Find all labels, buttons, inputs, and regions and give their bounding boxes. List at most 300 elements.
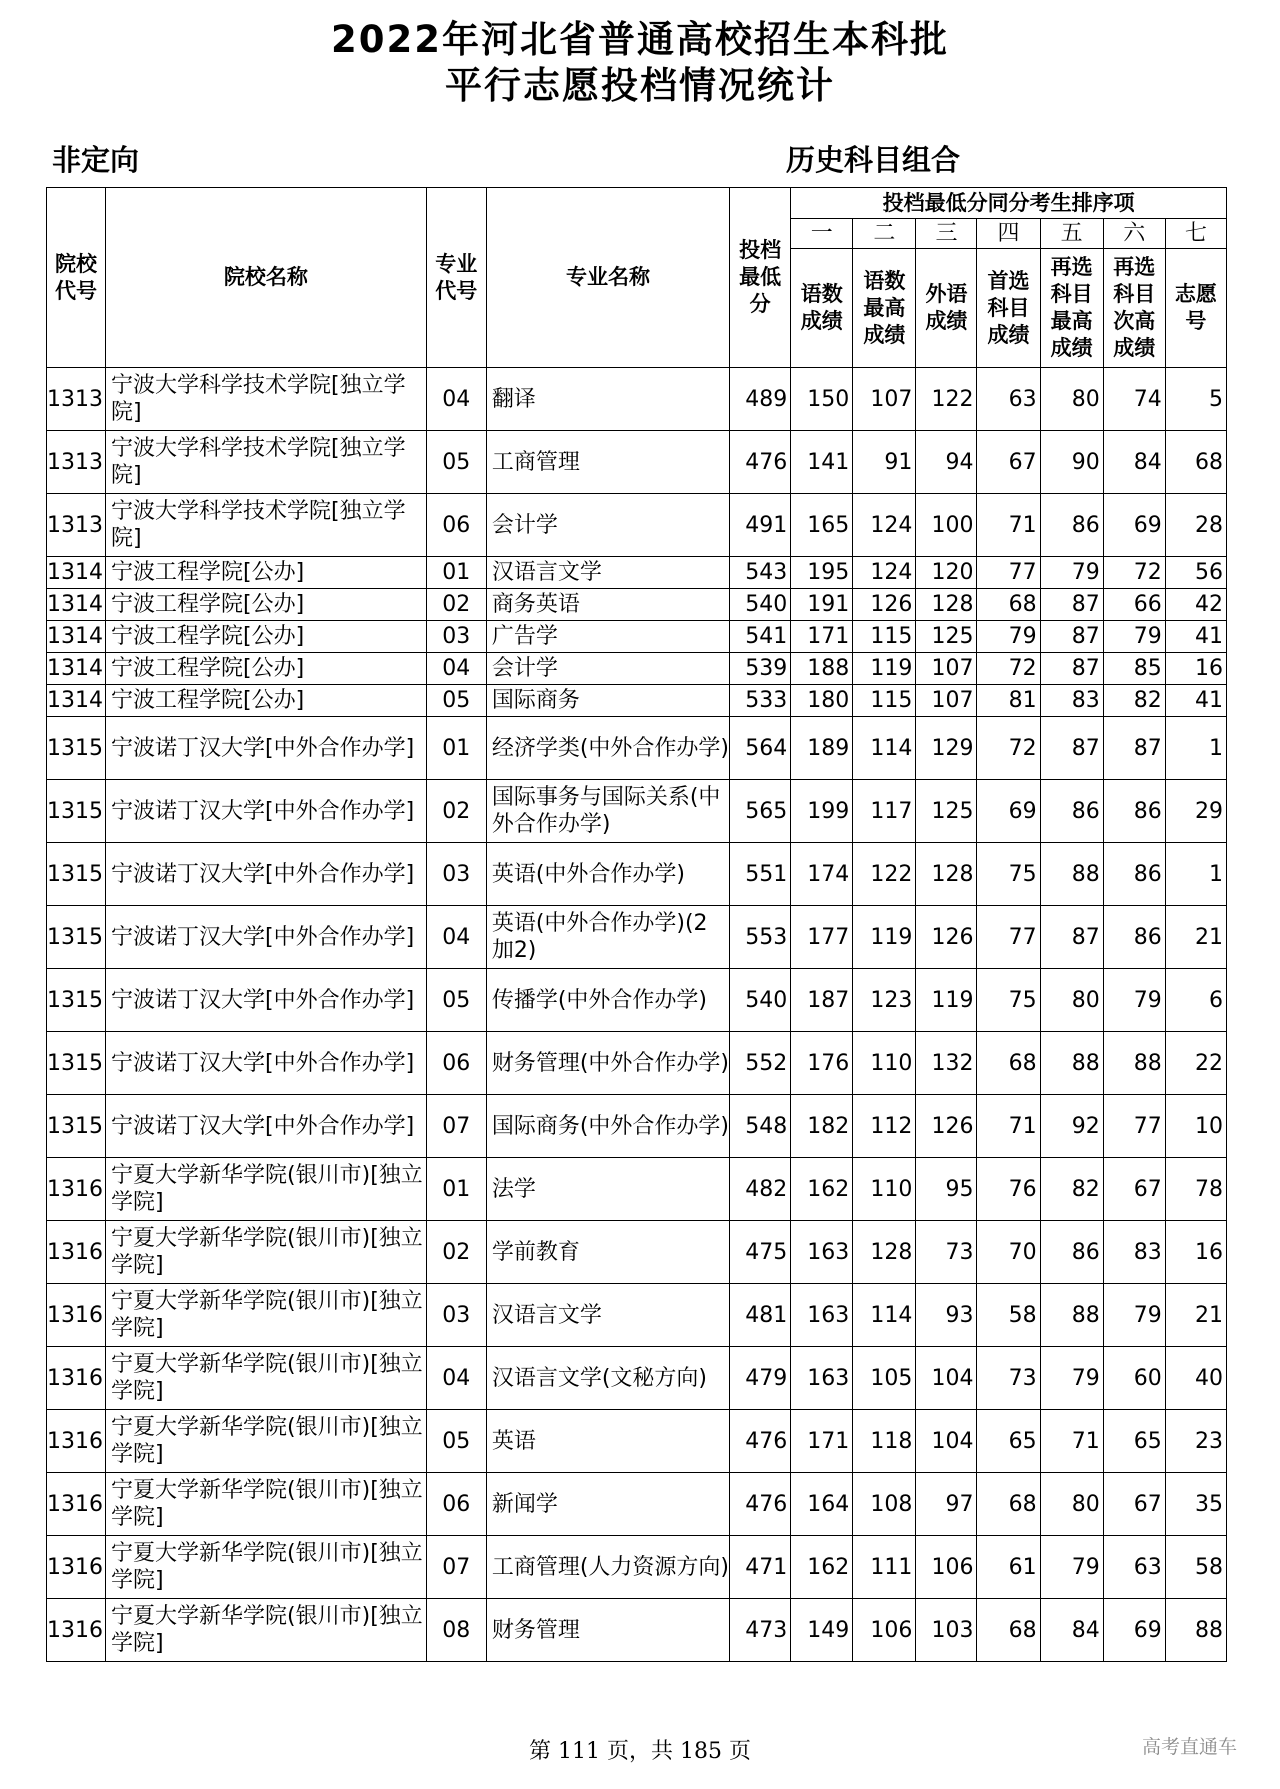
- elective-second-score: 86: [1103, 843, 1165, 906]
- table-row: [47, 1536, 1227, 1599]
- preference-number: 21: [1165, 906, 1226, 969]
- chinese-math-score: 150: [791, 368, 853, 431]
- chinese-math-max: 111: [853, 1536, 916, 1599]
- elective-second-score: 77: [1103, 1095, 1165, 1158]
- foreign-language-score: 104: [916, 1347, 977, 1410]
- school-name: 宁波工程学院[公办]: [106, 557, 427, 589]
- school-code: 1315: [47, 843, 106, 906]
- chinese-math-max: 105: [853, 1347, 916, 1410]
- major-code: 04: [426, 653, 486, 685]
- min-score: 539: [730, 653, 791, 685]
- chinese-math-score: 163: [791, 1347, 853, 1410]
- foreign-language-score: 73: [916, 1221, 977, 1284]
- preference-number: 6: [1165, 969, 1226, 1032]
- table-row: [47, 1599, 1227, 1662]
- elective-highest-score: 88: [1040, 1284, 1103, 1347]
- chinese-math-score: 149: [791, 1599, 853, 1662]
- major-code: 02: [426, 1221, 486, 1284]
- elective-second-score: 69: [1103, 494, 1165, 557]
- chinese-math-max: 115: [853, 621, 916, 653]
- major-name: 财务管理(中外合作办学): [486, 1032, 729, 1095]
- chinese-math-max: 110: [853, 1032, 916, 1095]
- primary-subject-score: 77: [977, 557, 1040, 589]
- chinese-math-score: 171: [791, 621, 853, 653]
- major-name: 财务管理: [486, 1599, 729, 1662]
- elective-highest-score: 80: [1040, 368, 1103, 431]
- watermark: 高考直通车: [1142, 1736, 1238, 1758]
- min-score: 473: [730, 1599, 791, 1662]
- elective-highest-score: 87: [1040, 589, 1103, 621]
- chinese-math-max: 126: [853, 589, 916, 621]
- table-row: [47, 1221, 1227, 1284]
- school-name: 宁波诺丁汉大学[中外合作办学]: [106, 906, 427, 969]
- school-name: 宁夏大学新华学院(银川市)[独立学院]: [106, 1599, 427, 1662]
- elective-highest-score: 86: [1040, 780, 1103, 843]
- foreign-language-score: 107: [916, 685, 977, 717]
- header-elective-second: 再选科目次高成绩: [1103, 249, 1165, 368]
- school-name: 宁波大学科学技术学院[独立学院]: [106, 494, 427, 557]
- foreign-language-score: 126: [916, 906, 977, 969]
- major-code: 02: [426, 780, 486, 843]
- table-row: [47, 653, 1227, 685]
- min-score: 481: [730, 1284, 791, 1347]
- primary-subject-score: 81: [977, 685, 1040, 717]
- table-row: [47, 1158, 1227, 1221]
- primary-subject-score: 71: [977, 1095, 1040, 1158]
- major-name: 商务英语: [486, 589, 729, 621]
- major-name: 会计学: [486, 653, 729, 685]
- page-number: 第 111 页，共 185 页: [529, 1739, 751, 1764]
- major-code: 01: [426, 557, 486, 589]
- foreign-language-score: 132: [916, 1032, 977, 1095]
- preference-number: 68: [1165, 431, 1226, 494]
- major-code: 03: [426, 843, 486, 906]
- school-code: 1314: [47, 685, 106, 717]
- major-code: 04: [426, 368, 486, 431]
- foreign-language-score: 94: [916, 431, 977, 494]
- min-score: 489: [730, 368, 791, 431]
- primary-subject-score: 68: [977, 1032, 1040, 1095]
- major-name: 国际事务与国际关系(中外合作办学): [486, 780, 729, 843]
- primary-subject-score: 68: [977, 1599, 1040, 1662]
- major-name: 广告学: [486, 621, 729, 653]
- document-title-line1: 2022年河北省普通高校招生本科批: [331, 18, 949, 61]
- preference-number: 42: [1165, 589, 1226, 621]
- chinese-math-score: 164: [791, 1473, 853, 1536]
- major-code: 01: [426, 1158, 486, 1221]
- major-code: 01: [426, 717, 486, 780]
- major-name: 汉语言文学: [486, 1284, 729, 1347]
- school-name: 宁夏大学新华学院(银川市)[独立学院]: [106, 1284, 427, 1347]
- admission-table: [46, 187, 1227, 1662]
- chinese-math-score: 189: [791, 717, 853, 780]
- foreign-language-score: 119: [916, 969, 977, 1032]
- chinese-math-score: 195: [791, 557, 853, 589]
- major-name: 经济学类(中外合作办学): [486, 717, 729, 780]
- min-score: 548: [730, 1095, 791, 1158]
- min-score: 471: [730, 1536, 791, 1599]
- preference-number: 41: [1165, 621, 1226, 653]
- min-score: 540: [730, 589, 791, 621]
- major-name: 汉语言文学: [486, 557, 729, 589]
- chinese-math-max: 119: [853, 906, 916, 969]
- school-name: 宁波诺丁汉大学[中外合作办学]: [106, 969, 427, 1032]
- school-code: 1316: [47, 1410, 106, 1473]
- elective-second-score: 84: [1103, 431, 1165, 494]
- major-code: 06: [426, 1032, 486, 1095]
- chinese-math-max: 112: [853, 1095, 916, 1158]
- major-code: 05: [426, 431, 486, 494]
- document-title-line2: 平行志愿投档情况统计: [445, 64, 835, 107]
- elective-second-score: 82: [1103, 685, 1165, 717]
- school-code: 1315: [47, 780, 106, 843]
- elective-second-score: 88: [1103, 1032, 1165, 1095]
- primary-subject-score: 73: [977, 1347, 1040, 1410]
- header-school-name: 院校名称: [106, 188, 427, 368]
- primary-subject-score: 77: [977, 906, 1040, 969]
- school-name: 宁波工程学院[公办]: [106, 653, 427, 685]
- school-name: 宁波大学科学技术学院[独立学院]: [106, 431, 427, 494]
- school-code: 1315: [47, 717, 106, 780]
- primary-subject-score: 69: [977, 780, 1040, 843]
- school-code: 1315: [47, 1095, 106, 1158]
- chinese-math-score: 180: [791, 685, 853, 717]
- foreign-language-score: 120: [916, 557, 977, 589]
- elective-highest-score: 79: [1040, 557, 1103, 589]
- elective-second-score: 79: [1103, 969, 1165, 1032]
- foreign-language-score: 125: [916, 780, 977, 843]
- elective-second-score: 83: [1103, 1221, 1165, 1284]
- major-name: 汉语言文学(文秘方向): [486, 1347, 729, 1410]
- chinese-math-max: 123: [853, 969, 916, 1032]
- school-code: 1316: [47, 1221, 106, 1284]
- elective-second-score: 60: [1103, 1347, 1165, 1410]
- header-preference-number: 志愿号: [1165, 249, 1226, 368]
- chinese-math-max: 124: [853, 557, 916, 589]
- major-name: 工商管理(人力资源方向): [486, 1536, 729, 1599]
- major-name: 学前教育: [486, 1221, 729, 1284]
- primary-subject-score: 65: [977, 1410, 1040, 1473]
- min-score: 475: [730, 1221, 791, 1284]
- elective-second-score: 63: [1103, 1536, 1165, 1599]
- header-order-4: 四: [977, 219, 1040, 249]
- chinese-math-score: 162: [791, 1158, 853, 1221]
- chinese-math-max: 128: [853, 1221, 916, 1284]
- school-code: 1316: [47, 1347, 106, 1410]
- major-name: 英语: [486, 1410, 729, 1473]
- table-header: [47, 188, 1227, 368]
- min-score: 543: [730, 557, 791, 589]
- elective-highest-score: 87: [1040, 653, 1103, 685]
- table-row: [47, 1347, 1227, 1410]
- school-code: 1313: [47, 368, 106, 431]
- table-row: [47, 906, 1227, 969]
- school-name: 宁波诺丁汉大学[中外合作办学]: [106, 717, 427, 780]
- foreign-language-score: 95: [916, 1158, 977, 1221]
- primary-subject-score: 61: [977, 1536, 1040, 1599]
- major-name: 法学: [486, 1158, 729, 1221]
- elective-highest-score: 80: [1040, 969, 1103, 1032]
- min-score: 476: [730, 1410, 791, 1473]
- chinese-math-score: 162: [791, 1536, 853, 1599]
- preference-number: 23: [1165, 1410, 1226, 1473]
- major-name: 新闻学: [486, 1473, 729, 1536]
- min-score: 541: [730, 621, 791, 653]
- chinese-math-max: 115: [853, 685, 916, 717]
- min-score: 552: [730, 1032, 791, 1095]
- table-row: [47, 843, 1227, 906]
- header-order-3: 三: [916, 219, 977, 249]
- school-name: 宁夏大学新华学院(银川市)[独立学院]: [106, 1158, 427, 1221]
- school-code: 1316: [47, 1284, 106, 1347]
- chinese-math-score: 176: [791, 1032, 853, 1095]
- preference-number: 1: [1165, 717, 1226, 780]
- chinese-math-max: 122: [853, 843, 916, 906]
- chinese-math-score: 165: [791, 494, 853, 557]
- preference-number: 16: [1165, 653, 1226, 685]
- primary-subject-score: 70: [977, 1221, 1040, 1284]
- school-name: 宁夏大学新华学院(银川市)[独立学院]: [106, 1536, 427, 1599]
- elective-second-score: 86: [1103, 906, 1165, 969]
- foreign-language-score: 126: [916, 1095, 977, 1158]
- major-name: 国际商务: [486, 685, 729, 717]
- foreign-language-score: 122: [916, 368, 977, 431]
- school-name: 宁波诺丁汉大学[中外合作办学]: [106, 1032, 427, 1095]
- preference-number: 56: [1165, 557, 1226, 589]
- elective-second-score: 79: [1103, 1284, 1165, 1347]
- chinese-math-max: 91: [853, 431, 916, 494]
- table-row: [47, 1410, 1227, 1473]
- school-code: 1316: [47, 1158, 106, 1221]
- school-code: 1316: [47, 1473, 106, 1536]
- elective-highest-score: 82: [1040, 1158, 1103, 1221]
- preference-number: 40: [1165, 1347, 1226, 1410]
- header-chinese-math-max: 语数最高成绩: [853, 249, 916, 368]
- table-row: [47, 1473, 1227, 1536]
- elective-second-score: 67: [1103, 1158, 1165, 1221]
- plan-type-label: 非定向: [52, 143, 140, 177]
- elective-highest-score: 88: [1040, 843, 1103, 906]
- major-code: 05: [426, 969, 486, 1032]
- chinese-math-max: 106: [853, 1599, 916, 1662]
- header-order-2: 二: [853, 219, 916, 249]
- primary-subject-score: 68: [977, 589, 1040, 621]
- chinese-math-max: 114: [853, 1284, 916, 1347]
- min-score: 479: [730, 1347, 791, 1410]
- header-tie-group: 投档最低分同分考生排序项: [791, 188, 1227, 219]
- elective-highest-score: 84: [1040, 1599, 1103, 1662]
- preference-number: 22: [1165, 1032, 1226, 1095]
- preference-number: 41: [1165, 685, 1226, 717]
- school-code: 1314: [47, 621, 106, 653]
- min-score: 476: [730, 1473, 791, 1536]
- foreign-language-score: 104: [916, 1410, 977, 1473]
- major-code: 05: [426, 685, 486, 717]
- school-code: 1315: [47, 969, 106, 1032]
- major-name: 传播学(中外合作办学): [486, 969, 729, 1032]
- table-row: [47, 368, 1227, 431]
- foreign-language-score: 129: [916, 717, 977, 780]
- foreign-language-score: 106: [916, 1536, 977, 1599]
- foreign-language-score: 128: [916, 843, 977, 906]
- table-row: [47, 621, 1227, 653]
- school-name: 宁波诺丁汉大学[中外合作办学]: [106, 843, 427, 906]
- preference-number: 21: [1165, 1284, 1226, 1347]
- major-code: 08: [426, 1599, 486, 1662]
- table-body: [47, 368, 1227, 1662]
- chinese-math-score: 191: [791, 589, 853, 621]
- elective-highest-score: 87: [1040, 621, 1103, 653]
- elective-highest-score: 86: [1040, 494, 1103, 557]
- elective-second-score: 67: [1103, 1473, 1165, 1536]
- elective-second-score: 69: [1103, 1599, 1165, 1662]
- school-name: 宁波工程学院[公办]: [106, 589, 427, 621]
- table-row: [47, 969, 1227, 1032]
- primary-subject-score: 76: [977, 1158, 1040, 1221]
- primary-subject-score: 68: [977, 1473, 1040, 1536]
- chinese-math-max: 118: [853, 1410, 916, 1473]
- major-name: 工商管理: [486, 431, 729, 494]
- table-row: [47, 1284, 1227, 1347]
- header-primary-subject: 首选科目成绩: [977, 249, 1040, 368]
- chinese-math-score: 187: [791, 969, 853, 1032]
- major-code: 04: [426, 1347, 486, 1410]
- school-code: 1316: [47, 1536, 106, 1599]
- major-code: 04: [426, 906, 486, 969]
- school-code: 1314: [47, 589, 106, 621]
- elective-second-score: 79: [1103, 621, 1165, 653]
- major-code: 03: [426, 1284, 486, 1347]
- major-code: 07: [426, 1095, 486, 1158]
- chinese-math-score: 141: [791, 431, 853, 494]
- chinese-math-score: 174: [791, 843, 853, 906]
- min-score: 540: [730, 969, 791, 1032]
- table-row: [47, 494, 1227, 557]
- header-elective-highest: 再选科目最高成绩: [1040, 249, 1103, 368]
- preference-number: 1: [1165, 843, 1226, 906]
- header-order-7: 七: [1165, 219, 1226, 249]
- preference-number: 78: [1165, 1158, 1226, 1221]
- elective-second-score: 65: [1103, 1410, 1165, 1473]
- subject-group-label: 历史科目组合: [786, 143, 961, 177]
- preference-number: 29: [1165, 780, 1226, 843]
- school-code: 1314: [47, 653, 106, 685]
- chinese-math-max: 107: [853, 368, 916, 431]
- elective-second-score: 87: [1103, 717, 1165, 780]
- min-score: 476: [730, 431, 791, 494]
- primary-subject-score: 72: [977, 717, 1040, 780]
- chinese-math-max: 114: [853, 717, 916, 780]
- school-code: 1315: [47, 1032, 106, 1095]
- table-row: [47, 717, 1227, 780]
- school-code: 1316: [47, 1599, 106, 1662]
- preference-number: 88: [1165, 1599, 1226, 1662]
- primary-subject-score: 58: [977, 1284, 1040, 1347]
- table-row: [47, 685, 1227, 717]
- elective-highest-score: 80: [1040, 1473, 1103, 1536]
- chinese-math-max: 124: [853, 494, 916, 557]
- elective-second-score: 74: [1103, 368, 1165, 431]
- header-major-name: 专业名称: [486, 188, 729, 368]
- school-name: 宁夏大学新华学院(银川市)[独立学院]: [106, 1221, 427, 1284]
- elective-highest-score: 88: [1040, 1032, 1103, 1095]
- header-chinese-math-score: 语数成绩: [791, 249, 853, 368]
- elective-highest-score: 79: [1040, 1536, 1103, 1599]
- min-score: 482: [730, 1158, 791, 1221]
- chinese-math-score: 182: [791, 1095, 853, 1158]
- major-code: 05: [426, 1410, 486, 1473]
- table-row: [47, 1095, 1227, 1158]
- major-name: 国际商务(中外合作办学): [486, 1095, 729, 1158]
- primary-subject-score: 67: [977, 431, 1040, 494]
- primary-subject-score: 71: [977, 494, 1040, 557]
- chinese-math-score: 199: [791, 780, 853, 843]
- elective-highest-score: 90: [1040, 431, 1103, 494]
- chinese-math-score: 188: [791, 653, 853, 685]
- primary-subject-score: 75: [977, 843, 1040, 906]
- table-row: [47, 431, 1227, 494]
- school-name: 宁波诺丁汉大学[中外合作办学]: [106, 780, 427, 843]
- school-code: 1314: [47, 557, 106, 589]
- header-order-1: 一: [791, 219, 853, 249]
- table-row: [47, 589, 1227, 621]
- foreign-language-score: 107: [916, 653, 977, 685]
- school-name: 宁波诺丁汉大学[中外合作办学]: [106, 1095, 427, 1158]
- elective-highest-score: 79: [1040, 1347, 1103, 1410]
- foreign-language-score: 125: [916, 621, 977, 653]
- major-name: 会计学: [486, 494, 729, 557]
- chinese-math-score: 171: [791, 1410, 853, 1473]
- preference-number: 5: [1165, 368, 1226, 431]
- table-row: [47, 780, 1227, 843]
- major-code: 03: [426, 621, 486, 653]
- major-code: 02: [426, 589, 486, 621]
- school-code: 1315: [47, 906, 106, 969]
- primary-subject-score: 75: [977, 969, 1040, 1032]
- chinese-math-max: 119: [853, 653, 916, 685]
- elective-highest-score: 71: [1040, 1410, 1103, 1473]
- elective-second-score: 86: [1103, 780, 1165, 843]
- elective-second-score: 72: [1103, 557, 1165, 589]
- school-name: 宁夏大学新华学院(银川市)[独立学院]: [106, 1347, 427, 1410]
- chinese-math-max: 108: [853, 1473, 916, 1536]
- foreign-language-score: 93: [916, 1284, 977, 1347]
- primary-subject-score: 79: [977, 621, 1040, 653]
- min-score: 565: [730, 780, 791, 843]
- header-foreign-language: 外语成绩: [916, 249, 977, 368]
- chinese-math-max: 110: [853, 1158, 916, 1221]
- foreign-language-score: 103: [916, 1599, 977, 1662]
- chinese-math-max: 117: [853, 780, 916, 843]
- major-code: 06: [426, 494, 486, 557]
- school-name: 宁夏大学新华学院(银川市)[独立学院]: [106, 1410, 427, 1473]
- major-name: 英语(中外合作办学): [486, 843, 729, 906]
- major-name: 翻译: [486, 368, 729, 431]
- min-score: 491: [730, 494, 791, 557]
- major-code: 06: [426, 1473, 486, 1536]
- foreign-language-score: 100: [916, 494, 977, 557]
- min-score: 564: [730, 717, 791, 780]
- school-name: 宁夏大学新华学院(银川市)[独立学院]: [106, 1473, 427, 1536]
- chinese-math-score: 177: [791, 906, 853, 969]
- elective-highest-score: 86: [1040, 1221, 1103, 1284]
- preference-number: 35: [1165, 1473, 1226, 1536]
- elective-second-score: 85: [1103, 653, 1165, 685]
- school-code: 1313: [47, 494, 106, 557]
- min-score: 553: [730, 906, 791, 969]
- min-score: 533: [730, 685, 791, 717]
- primary-subject-score: 72: [977, 653, 1040, 685]
